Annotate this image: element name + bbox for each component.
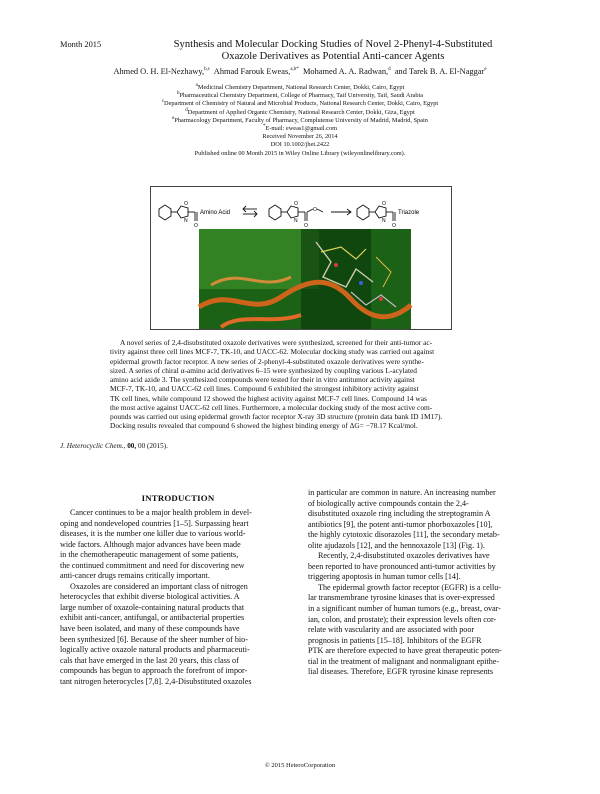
received-date: Received November 26, 2014 (262, 133, 338, 141)
abstract-line: epidermal growth factor receptor. A new series of 2-phenyl-4-substituted oxazole derivatives were synthe- (110, 356, 424, 366)
abstract-line: pounds was carried out using epidermal growth factor receptor X-ray 3D structure (protein data bank ID 1M17). (110, 412, 443, 421)
affiliation-e: $^e$Pharmacology Department, Faculty of Pharmacy, Complutense University of Madrid, Madrid, Spain (172, 115, 428, 124)
issue-month: Month 2015 (60, 40, 102, 49)
author-4: and Tarek B. A. El-Naggar$^e$ (394, 67, 487, 76)
amino-acid-label: Amino Acid (200, 210, 231, 216)
abstract-line: sized. A series of chiral α-amino acid derivatives 6–15 were synthesized by coupling various L-acylated (110, 365, 417, 375)
body-line: lar transmembrane tyrosine kinases that is over-expressed (308, 593, 495, 603)
body-line: heterocycles that exhibit diverse biological activities. A (60, 592, 240, 602)
body-line: compounds has begun to approach the forefront of impor- (60, 666, 248, 676)
body-line: ian, colon, and prostate); their expression levels often cor- (308, 614, 497, 624)
title-line-1: Synthesis and Molecular Docking Studies of Novel 2-Phenyl-4-Substituted (173, 39, 493, 50)
journal-volume: 00, (127, 442, 137, 450)
abstract-line: Docking results revealed that compound 6 showed the highest binding energy of ΔG= −78.17 Kcal/mol. (110, 421, 418, 431)
mol1-carbonyl-oxygen: O (194, 223, 198, 229)
body-line: PTK are therefore expected to have great therapeutic poten- (308, 646, 502, 656)
body-line: triggering apoptosis in human tumor cells [14]. (308, 572, 461, 582)
body-line: Cancer continues to be a major health problem in devel- (70, 508, 252, 517)
body-line: in a significant number of human tumors (e.g., breast, ovar- (308, 604, 501, 614)
mol1-oxygen-atom: O (184, 201, 188, 207)
body-line: wide factors. Although major advances have been made (60, 539, 241, 549)
body-line: tant nitrogen heterocycles [7,8]. 2,4-Disubstituted oxazoles (60, 676, 252, 686)
body-line: oping and nondeveloped countries [1–5]. Surpassing heart (60, 518, 249, 528)
mol1-nitrogen-atom: N (184, 218, 188, 224)
affiliation-b: $^b$Pharmaceutical Chemistry Department, College of Pharmacy, Taif University, Taif, Saudi Arabia (176, 91, 424, 100)
body-line: been reported to have pronounced anti-tumor activities by (308, 561, 496, 571)
body-line: antibiotics [9], the potent anti-tumor phorboxazoles [10], (308, 519, 493, 529)
docking-image (199, 227, 411, 329)
affiliation-d: $^d$Department of Applied Organic Chemistry, National Research Center, Dokki, Giza, Egypt (185, 107, 415, 116)
body-line: logically active oxazole natural products and pharmaceuti- (60, 645, 250, 655)
author-list (30, 67, 570, 77)
author-3: Mohamed A. A. Radwan,$^d$ (302, 67, 391, 76)
body-line: lial diseases. Therefore, EGFR tyrosine kinase represents (308, 667, 494, 677)
right-column (308, 488, 544, 678)
body-line: of biologically active compounds contain the 2,4- (308, 498, 469, 508)
body-line: anti-cancer drugs remains critically important. (60, 571, 210, 581)
affiliations (60, 84, 540, 158)
body-line: relate with vascularity and are associated with poor (308, 625, 475, 635)
paper-title (108, 39, 558, 63)
body-line: in particular are common in nature. An increasing number (308, 488, 496, 497)
abstract (110, 338, 530, 431)
affiliation-a: $^a$Medicinal Chemistry Department, National Research Center, Dokki, Cairo, Egypt (195, 82, 405, 91)
body-line: The epidermal growth factor receptor (EGFR) is a cellu- (318, 582, 501, 592)
author-1: Ahmed O. H. El-Nezhawy,$^{b,c}$ (113, 67, 211, 76)
mol3-carbonyl-oxygen: O (392, 223, 396, 229)
body-line: Oxazoles are considered an important class of nitrogen (70, 581, 248, 591)
mol2-nitrogen-atom: N (294, 218, 298, 224)
abstract-line: TK cell lines, while compound 12 showed the highest activity against MCF-7 cell lines. Compound 14 was (110, 393, 427, 403)
body-line: diseases, it is the number one killer due to various world- (60, 529, 246, 539)
body-line: Recently, 2,4-disubstituted oxazoles derivatives have (318, 551, 490, 561)
body-line: the highly cytotoxic disorazoles [11], the secondary metab- (308, 530, 500, 540)
corresponding-email: *E-mail: eweas1@gmail.com (262, 123, 338, 133)
mol2-oxygen-atom: O (294, 201, 298, 207)
abstract-line: A novel series of 2,4-disubstituted oxazole derivatives were synthesized, screened for their anti-tumor ac- (120, 338, 433, 347)
triazole-label: Triazole (398, 210, 420, 216)
mol2-carbonyl-oxygen: O (304, 223, 308, 229)
body-line: been synthesized [6]. Because of the sheer number of bio- (60, 634, 248, 644)
copyright-footer: © 2015 HeteroCorporation (264, 762, 336, 769)
body-line: the continued commitment and need for discovering new (60, 560, 245, 570)
doi: DOI 10.1002/jhet.2422 (270, 141, 330, 149)
body-line: in the chemotherapeutic management of some patients, (60, 550, 239, 560)
body-line: large number of oxazole-containing natural products that (60, 602, 245, 612)
abstract-line: amino acid azide 3. The synthesized compounds were tested for their in vitro antitumor activity against (110, 375, 415, 384)
mol2-ester-oxygen: O (313, 207, 317, 213)
journal-name: J. Heterocyclic Chem., (60, 442, 126, 450)
mol3-nitrogen-atom: N (382, 218, 386, 224)
graphical-abstract-svg (151, 187, 451, 329)
abstract-line: tivity against three cell lines MCF-7, TK-10, and UACC-62. Molecular docking study was carried out against (110, 347, 435, 357)
body-line: exhibit anti-cancer, antifungal, or antibacterial properties (60, 613, 245, 623)
left-column (60, 508, 296, 687)
published-online: Published online 00 Month 2015 in Wiley Online Library (wileyonlinelibrary.com). (194, 149, 406, 157)
author-2: Ahmad Farouk Eweas,$^{a,b*}$ (213, 67, 299, 76)
abstract-line: the most active against UACC-62 cell lines. Furthermore, a molecular docking study of the most active com- (110, 402, 433, 412)
journal-citation (60, 442, 168, 450)
title-line-2: Oxazole Derivatives as Potential Anti-cancer Agents (221, 51, 445, 62)
body-line: olite ajudazols [12], and the hennoxazole [13] (Fig. 1). (308, 540, 485, 550)
body-line: have been isolated, and many of these compounds have (60, 624, 240, 634)
journal-pages-year: 00 (2015). (137, 442, 168, 450)
affiliation-c: $^c$Department of Chemistry of Natural and Microbial Products, National Research Center, Dokki, Cairo, Egypt (161, 99, 439, 108)
mol3-oxygen-atom: O (382, 201, 386, 207)
body-line: tial in the treatment of malignant and nonmalignant epithe- (308, 656, 500, 666)
body-line: prognosis in patients [15–18]. Inhibitors of the EGFR (308, 635, 482, 645)
graphical-abstract (150, 186, 452, 330)
body-line: disubstituted oxazole ring including the streptogramin A (308, 509, 491, 519)
abstract-line: MCF-7, TK-10, and UACC-62 cell lines. Compound 6 exhibited the strongest inhibitory activity against (110, 384, 419, 394)
section-heading-introduction: INTRODUCTION (141, 493, 215, 503)
body-line: cals that have emerged in the last 20 years, this class of (60, 655, 239, 665)
